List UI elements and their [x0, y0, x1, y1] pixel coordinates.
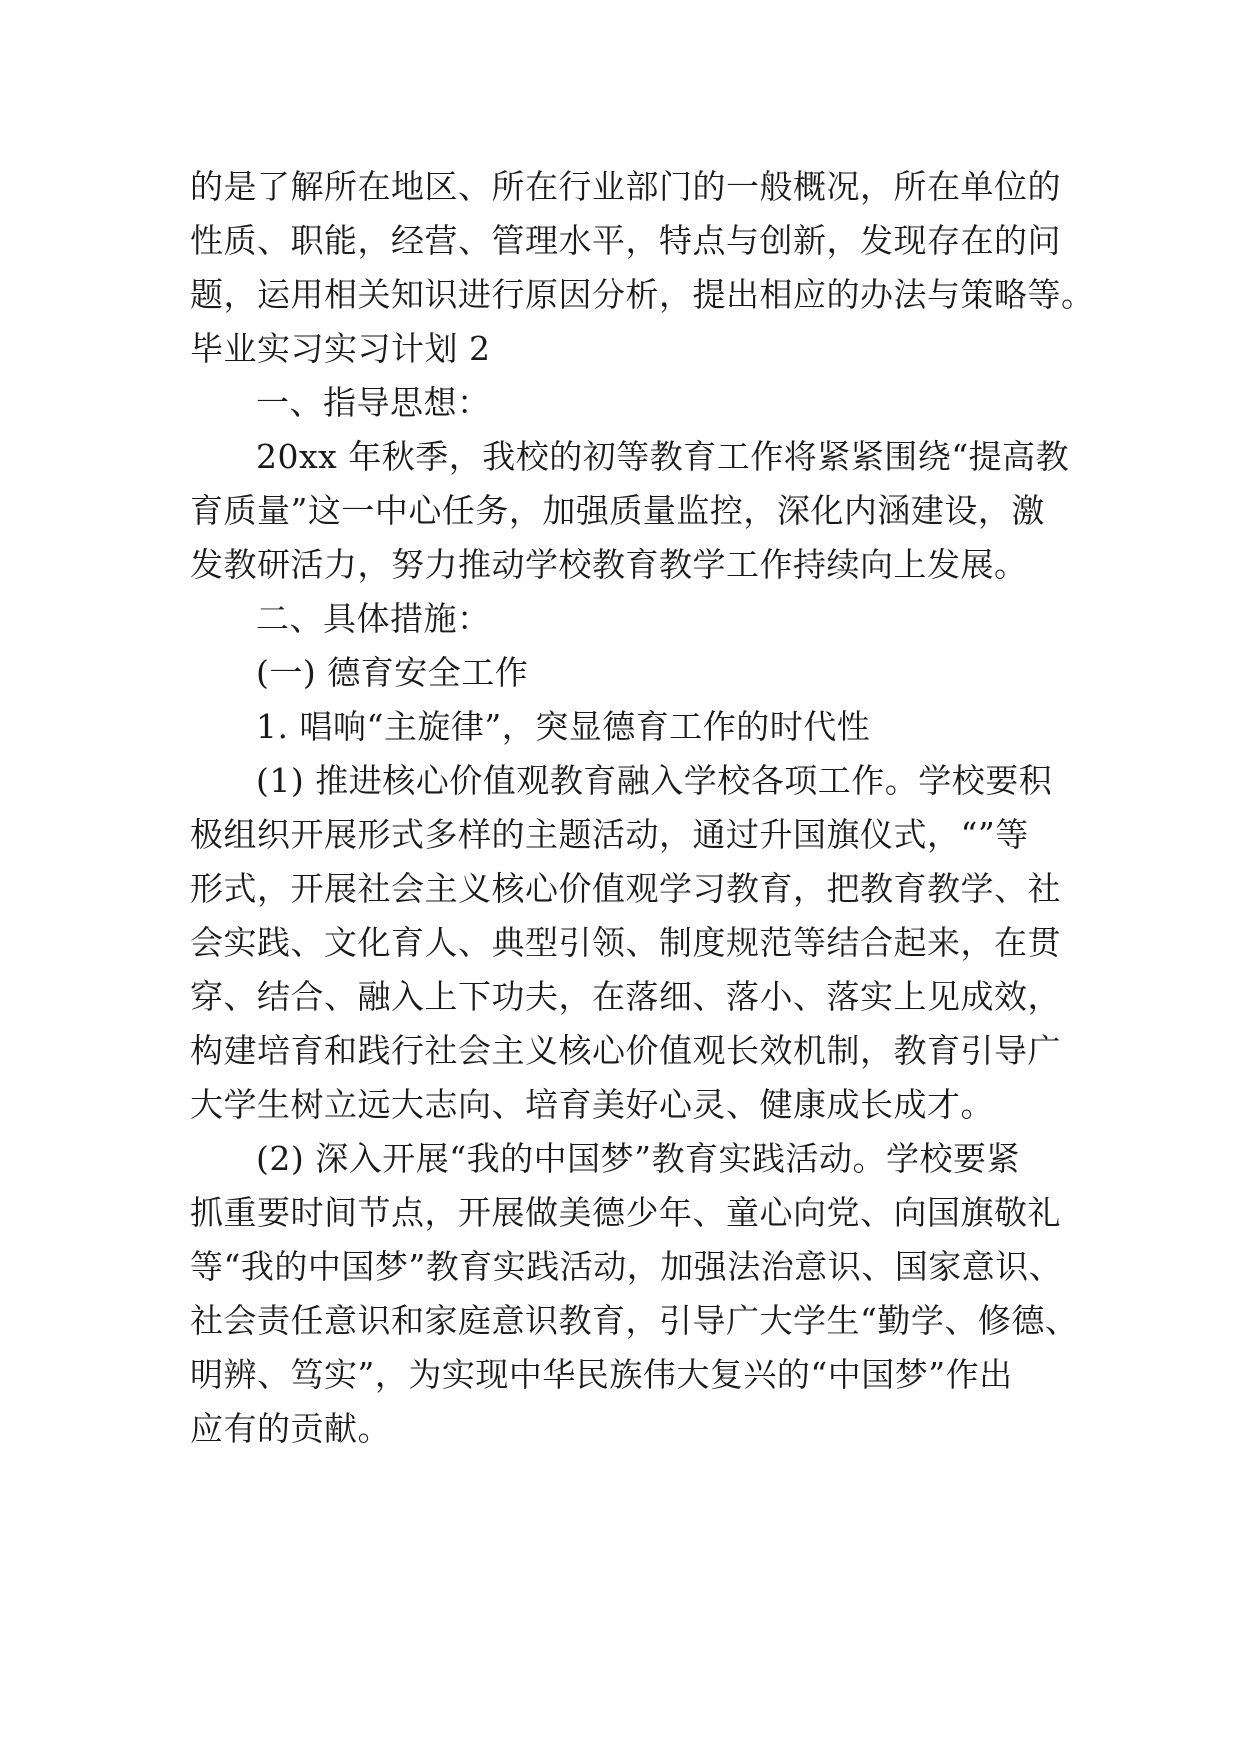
text-line: 等“我的中国梦”教育实践活动，加强法治意识、国家意识、: [190, 1247, 1063, 1286]
text-line: 极组织开展形式多样的主题活动，通过升国旗仪式，“”等: [190, 815, 1029, 854]
text-line: 大学生树立远大志向、培育美好心灵、健康成长成才。: [190, 1085, 994, 1124]
text-line: 形式，开展社会主义核心价值观学习教育，把教育教学、社: [190, 869, 1061, 908]
text-line: (2) 深入开展“我的中国梦”教育实践活动。学校要紧: [256, 1139, 1020, 1178]
section-title: 毕业实习实习计划 2: [190, 329, 491, 368]
text-line: 的是了解所在地区、所在行业部门的一般概况，所在单位的: [190, 167, 1061, 206]
text-line: 抓重要时间节点，开展做美德少年、童心向党、向国旗敬礼: [190, 1193, 1061, 1232]
text-line: 构建培育和践行社会主义核心价值观长效机制，教育引导广: [190, 1031, 1061, 1070]
text-line: 育质量”这一中心任务，加强质量监控，深化内涵建设，激: [190, 491, 1045, 530]
text-line: 发教研活力，努力推动学校教育教学工作持续向上发展。: [190, 545, 1028, 584]
text-line: 20xx 年秋季，我校的初等教育工作将紧紧围绕“提高教: [256, 437, 1070, 476]
text-line: 社会责任意识和家庭意识教育，引导广大学生“勤学、修德、: [190, 1301, 1079, 1340]
text-line: 会实践、文化育人、典型引领、制度规范等结合起来，在贯: [190, 923, 1061, 962]
text-line: 应有的贡献。: [190, 1409, 391, 1448]
text-line: 性质、职能，经营、管理水平，特点与创新，发现存在的问: [190, 221, 1061, 260]
subheading-moral-safety: (一) 德育安全工作: [256, 653, 529, 692]
text-line: (1) 推进核心价值观教育融入学校各项工作。学校要积: [256, 761, 1053, 800]
text-line: 题，运用相关知识进行原因分析，提出相应的办法与策略等。: [190, 275, 1095, 314]
subheading-main-melody: 1. 唱响“主旋律”，突显德育工作的时代性: [256, 707, 871, 746]
heading-guiding-ideology: 一、指导思想：: [256, 383, 491, 422]
text-line: 明辨、笃实”，为实现中华民族伟大复兴的“中国梦”作出: [190, 1355, 1013, 1394]
heading-specific-measures: 二、具体措施：: [256, 599, 491, 638]
text-line: 穿、结合、融入上下功夫，在落细、落小、落实上见成效，: [190, 977, 1061, 1016]
